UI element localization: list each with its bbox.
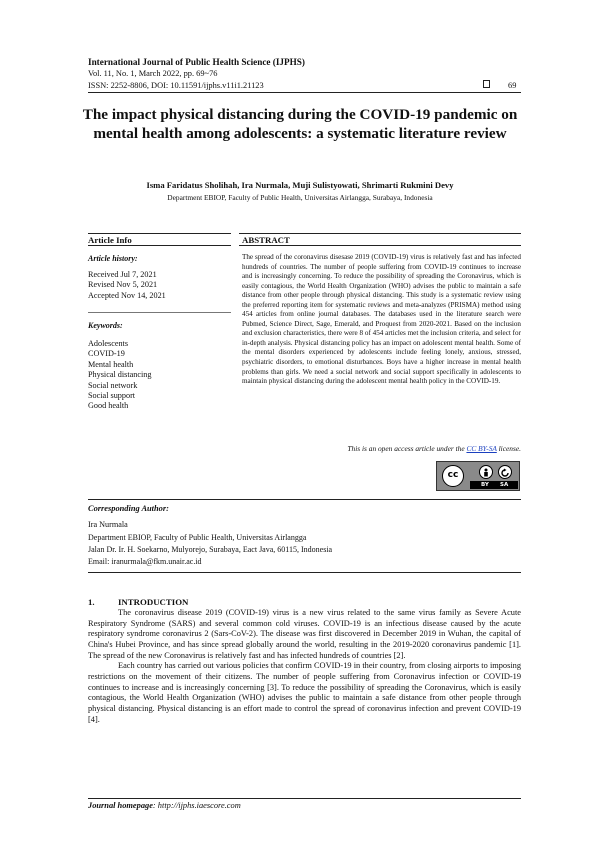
abstract-text: The spread of the coronavirus disesase 2019 (COVID-19) virus is relatively fast and has infected hundreds of countries. The number of people suffering from COVID-19 continues to increase and is increasingly concerning. To reduce the possibility of spreading the Coronavirus, which is easily contagious, the World Health Organization (WHO) advises the public to maintain a safe distance from other people through physical distancing. This study is a systematic review using the preferred reporting item for systematic reviews and meta-analyzes (PRISMA) method using 454 articles from online journal databases. The databases used in the literature search were Pubmed, Science Direct, Sage, Emerald, and Proquest from 2020-2021. Based on the inclusion and exclusion characteristics, there were 8 of 454 articles met the inclusion criteria, and select for in-depth analysis. Physical distancing policy has an impact on adolescent mental health. Some of the mental disorders experienced by adolescents include feeling lonely, anxious, stressed, psychiatric disorders, to emotional disturbances. Boys have a higher increase in mental health problems than girls. We need a social network and social support specifically in adolescents to maintain physical distancing during the adolescent mental health policy in the COVID-19.	[242, 253, 521, 386]
corresponding-address: Jalan Dr. Ir. H. Soekarno, Mulyorejo, Surabaya, Eact Java, 60115, Indonesia	[88, 545, 333, 554]
journal-name: International Journal of Public Health Science (IJPHS)	[88, 57, 305, 67]
cc-by-sa-link[interactable]: CC BY-SA	[466, 444, 497, 453]
license-suffix: license.	[496, 444, 521, 453]
attribution-icon	[479, 465, 493, 479]
cc-by-label: BY	[481, 482, 489, 488]
keyword-item: Physical distancing	[88, 370, 152, 380]
info-heading-rule	[88, 245, 231, 246]
corresponding-department: Department EBIOP, Faculty of Public Health, Universitas Airlangga	[88, 533, 307, 542]
section-title: INTRODUCTION	[118, 597, 189, 607]
abstract-top-rule	[239, 233, 521, 234]
corresponding-rule	[88, 499, 521, 500]
affiliation: Department EBIOP, Faculty of Public Health, Universitas Airlangga, Surabaya, Indonesia	[167, 193, 433, 202]
intro-paragraph: Each country has carried out various policies that confirm COVID-19 in their country, from closing airports to imposing restrictions on the movement of their citizens. The number of people suffering from Coronavirus infection or COVID-19 continues to increase and is increasingly concerning [3]. To reduce the possibility of spreading the Coronavirus, which is easily contagious, the World Health Organization (WHO) advises the public to maintain a safe distance from other people through physical distancing. Physical distancing is an effort made to control the spread of coronavirus infection and prevent COVID-19 [4].	[88, 661, 521, 724]
share-alike-icon	[498, 465, 512, 479]
authors: Isma Faridatus Sholihah, Ira Nurmala, Muji Sulistyowati, Shrimarti Rukmini Devy	[146, 180, 454, 190]
corresponding-author-label: Corresponding Author:	[88, 504, 169, 513]
keyword-item: Social network	[88, 380, 138, 390]
homepage-url[interactable]: : http://ijphs.iaescore.com	[152, 801, 241, 810]
license-note	[242, 444, 521, 453]
keyword-item: COVID-19	[88, 349, 125, 359]
revised-date: Revised Nov 5, 2021	[88, 280, 158, 290]
section-number: 1.	[88, 597, 95, 607]
cc-sa-label: SA	[500, 482, 509, 488]
cc-label-bar	[470, 481, 518, 489]
page-number: 69	[508, 81, 517, 90]
cc-by-sa-badge[interactable]	[436, 461, 520, 491]
keywords-list	[88, 339, 151, 412]
article-history	[88, 270, 166, 301]
paper-title: The impact physical distancing during the COVID-19 pandemic on mental health among adolescents: a systematic literature review	[82, 106, 518, 142]
corresponding-bottom-rule	[88, 572, 521, 573]
issn-line: ISSN: 2252-8806, DOI: 10.11591/ijphs.v11i1.21123	[88, 81, 264, 90]
abstract-heading: ABSTRACT	[242, 235, 290, 245]
keywords-label: Keywords:	[88, 321, 123, 330]
keyword-item: Good health	[88, 401, 129, 411]
journal-homepage	[88, 801, 241, 810]
info-divider	[88, 312, 231, 313]
abstract-heading-rule	[239, 245, 521, 246]
cc-icon: cc	[442, 465, 464, 487]
intro-body	[88, 608, 521, 725]
intro-paragraph: The coronavirus disease 2019 (COVID-19) virus is a new virus related to the same virus family as Severe Acute Respiratory Syndrome (SARS) and several common cold viruses. COVID-19 is an infectious disease caused by the acute respiratory syndrome coronavirus 2 (Sars-CoV-2). The disease was first discovered in December 2019 in Wuhan, the capital of China's Hubei Province, and has since spread globally around the world, resulting in the 2019-2020 coronavirus pandemic [1]. The spread of the new Coronavirus is relatively fast and has infected hundreds of countries [2].	[88, 608, 521, 660]
info-top-rule	[88, 233, 231, 234]
article-history-label: Article history:	[88, 254, 138, 263]
header-rule	[88, 92, 521, 93]
homepage-label: Journal homepage	[88, 801, 153, 810]
article-info-heading: Article Info	[88, 235, 132, 245]
volume-line: Vol. 11, No. 1, March 2022, pp. 69~76	[88, 69, 218, 78]
received-date: Received Jul 7, 2021	[88, 270, 157, 279]
keyword-item: Social support	[88, 391, 136, 401]
license-prefix: This is an open access article under the	[347, 444, 467, 453]
footer-rule	[88, 798, 521, 799]
corresponding-author-name: Ira Nurmala	[88, 520, 128, 529]
keyword-item: Adolescents	[88, 339, 129, 348]
square-icon	[483, 80, 490, 88]
keyword-item: Mental health	[88, 359, 134, 369]
corresponding-email: Email: iranurmala@fkm.unair.ac.id	[88, 557, 202, 566]
accepted-date: Accepted Nov 14, 2021	[88, 290, 166, 300]
